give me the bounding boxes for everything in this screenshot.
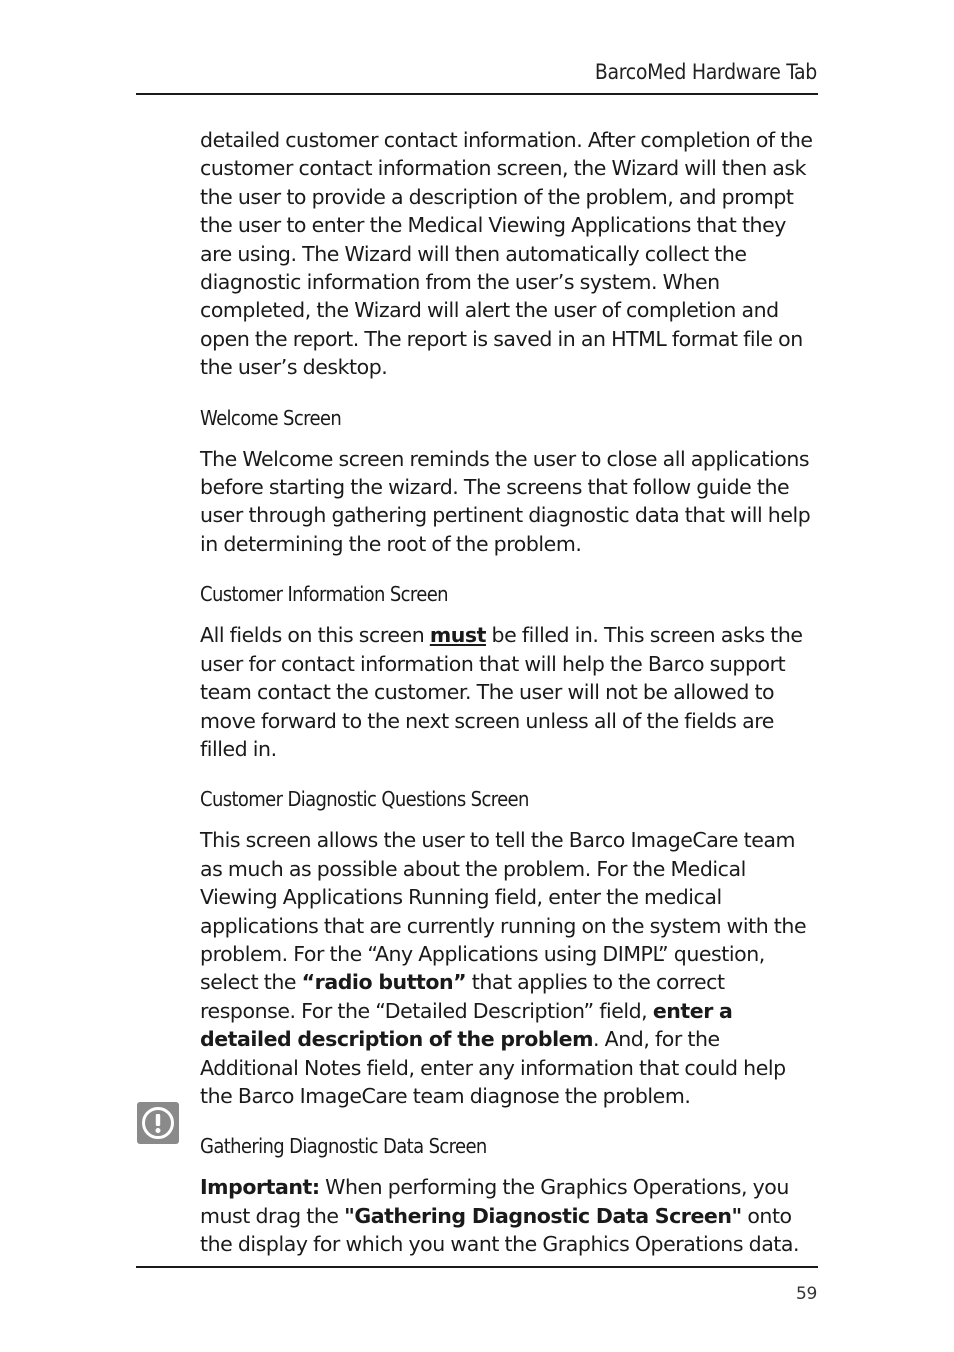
diagnostic-text-3: . And, for the Additional Notes field, enter any information that could help the Barco ImageCare team diagnose the problem. [200, 1027, 786, 1108]
important-label: Important: [200, 1175, 320, 1200]
diagnostic-questions-paragraph [200, 826, 818, 1110]
gathering-screen-emphasis: "Gathering Diagnostic Data Screen" [344, 1203, 742, 1228]
note-text-1: When performing the Graphics Operations, you must drag the [200, 1175, 789, 1228]
footer-rule [136, 1266, 818, 1268]
page-content [200, 126, 818, 1259]
exclamation-icon [137, 1102, 179, 1144]
note-text-2: onto the display for which you want the Graphics Operations data. [200, 1203, 800, 1257]
customer-info-paragraph [200, 621, 818, 763]
running-header: BarcoMed Hardware Tab [594, 60, 817, 84]
must-emphasis: must [429, 623, 486, 648]
diagnostic-questions-heading: Customer Diagnostic Questions Screen [200, 787, 529, 812]
welcome-heading: Welcome Screen [200, 405, 342, 430]
intro-paragraph: detailed customer contact information. After completion of the customer contact information screen, the Wizard will then ask the user to provide a description of the problem, and prompt the user to enter the Medical Viewing Applications that they are using. The Wizard will then automatically collect the diagnostic information from the user’s system. When completed, the Wizard will alert the user of completion and open the report. The report is saved in an HTML format file on the user’s desktop. [200, 128, 813, 380]
gathering-heading: Gathering Diagnostic Data Screen [200, 1134, 487, 1159]
detailed-description-emphasis: enter a detailed description of the problem [200, 998, 733, 1052]
diagnostic-text-2: that applies to the correct response. For the “Detailed Description” field, [200, 970, 725, 1023]
radio-button-emphasis: “radio button” [301, 970, 467, 995]
customer-info-heading: Customer Information Screen [200, 582, 448, 607]
diagnostic-text-1: This screen allows the user to tell the Barco ImageCare team as much as possible about the problem. For the Medical Viewing Applications Running field, enter the medical applications that are currently running on the system with the problem. For the “Any Applications using DIMPL” question, select the [200, 828, 807, 995]
important-note-paragraph [200, 1173, 818, 1258]
welcome-paragraph: The Welcome screen reminds the user to close all applications before starting the wizard. The screens that follow guide the user through gathering pertinent diagnostic data that will help in determining the root of the problem. [200, 446, 811, 556]
header-rule [136, 93, 818, 95]
customer-info-text-after: be filled in. This screen asks the user for contact information that will help the Barco support team contact the customer. The user will not be allowed to move forward to the next screen unless all of the fields are filled in. [200, 623, 803, 761]
page-number: 59 [795, 1284, 817, 1304]
customer-info-text-before: All fields on this screen [200, 623, 430, 648]
